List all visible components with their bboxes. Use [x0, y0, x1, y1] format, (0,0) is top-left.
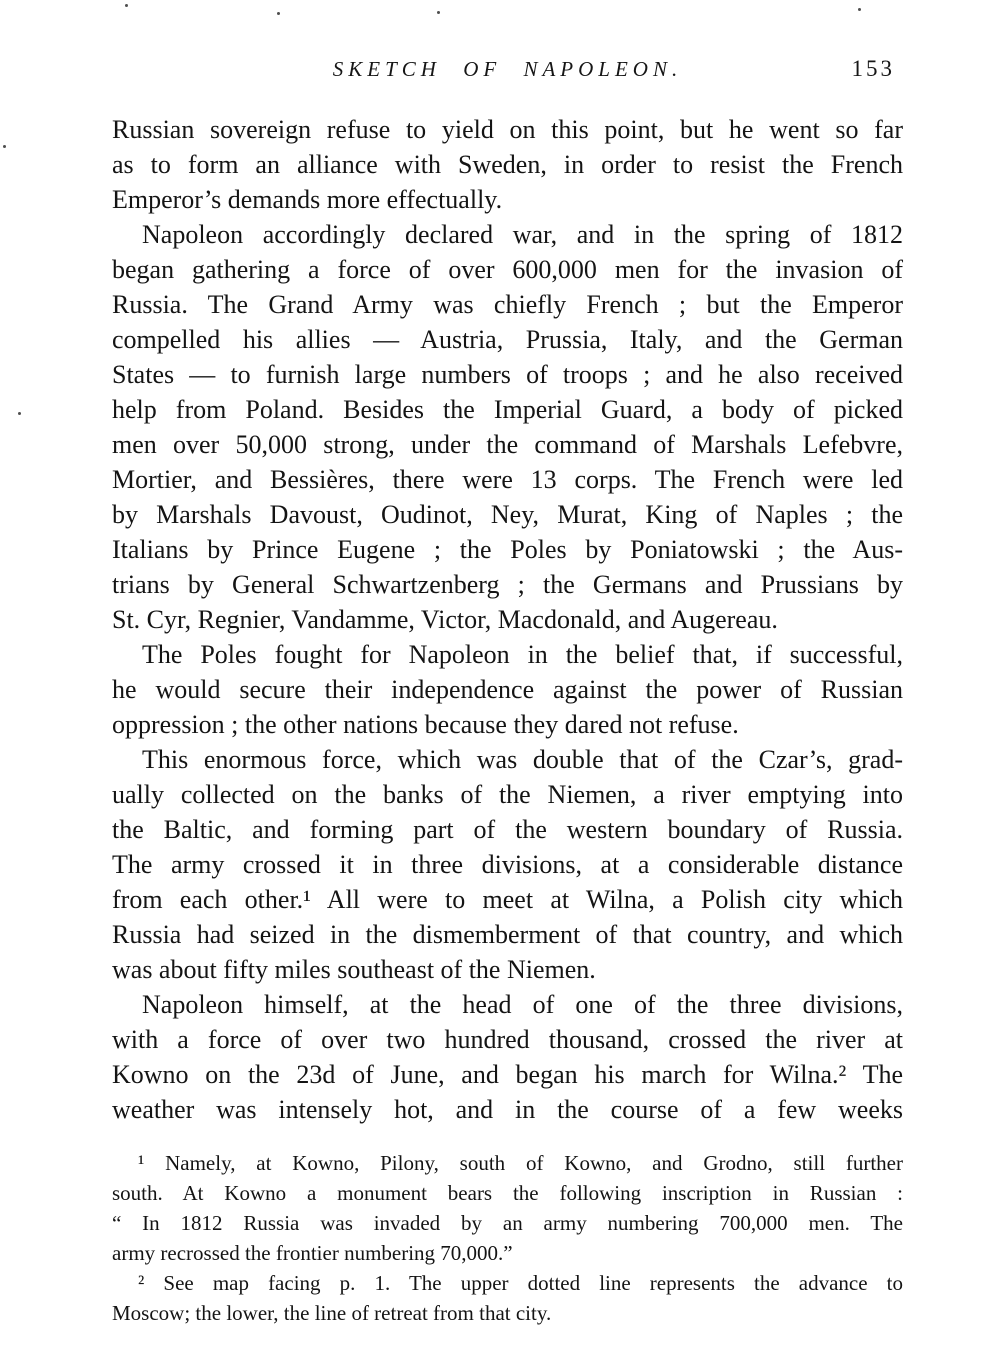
text-line: Emperor’s demands more effectually.: [112, 185, 503, 214]
page-number: 153: [851, 56, 895, 81]
text-line: Italians by Prince Eugene ; the Poles by Poniatowski ; the Aus-: [112, 535, 903, 564]
text-line: Kowno on the 23d of June, and began his march for Wilna.² The: [112, 1060, 903, 1089]
text-line: by Marshals Davoust, Oudinot, Ney, Murat, King of Naples ; the: [112, 500, 903, 529]
running-head-title: SKETCH OF NAPOLEON.: [332, 57, 683, 81]
scan-speck: [3, 145, 6, 148]
text-line: Napoleon himself, at the head of one of the three divisions,: [142, 990, 903, 1019]
text-line: Russian sovereign refuse to yield on this point, but he went so far: [112, 115, 903, 144]
text-line: This enormous force, which was double that of the Czar’s, grad-: [142, 745, 903, 774]
scan-speck: [18, 412, 21, 415]
text-line: Mortier, and Bessières, there were 13 corps. The French were led: [112, 465, 903, 494]
text-line: Russia. The Grand Army was chiefly French ; but the Emperor: [112, 290, 903, 319]
text-line: The Poles fought for Napoleon in the belief that, if successful,: [142, 640, 903, 669]
scan-speck: [125, 4, 128, 7]
footnote-line: south. At Kowno a monument bears the following inscription in Russian :: [112, 1181, 903, 1205]
text-line: with a force of over two hundred thousand, crossed the river at: [112, 1025, 903, 1054]
text-line: compelled his allies — Austria, Prussia, Italy, and the German: [112, 325, 903, 354]
text-line: as to form an alliance with Sweden, in order to resist the French: [112, 150, 903, 179]
text-line: was about fifty miles southeast of the Niemen.: [112, 955, 596, 984]
footnote-line: ¹ Namely, at Kowno, Pilony, south of Kowno, and Grodno, still further: [138, 1151, 903, 1175]
footnotes: [112, 1148, 903, 1328]
footnote-line: “ In 1812 Russia was invaded by an army numbering 700,000 men. The: [112, 1211, 903, 1235]
footnote-line: Moscow; the lower, the line of retreat from that city.: [112, 1301, 552, 1325]
scan-speck: [277, 12, 280, 15]
text-line: he would secure their independence against the power of Russian: [112, 675, 903, 704]
text-line: ually collected on the banks of the Niemen, a river emptying into: [112, 780, 903, 809]
text-line: help from Poland. Besides the Imperial Guard, a body of picked: [112, 395, 903, 424]
running-header: [112, 57, 903, 87]
footnote-line: ² See map facing p. 1. The upper dotted line represents the advance to: [138, 1271, 903, 1295]
footnote-line: army recrossed the frontier numbering 70,000.”: [112, 1241, 513, 1265]
text-line: St. Cyr, Regnier, Vandamme, Victor, Macdonald, and Augereau.: [112, 605, 778, 634]
text-line: the Baltic, and forming part of the western boundary of Russia.: [112, 815, 903, 844]
text-line: Russia had seized in the dismemberment of that country, and which: [112, 920, 903, 949]
text-line: The army crossed it in three divisions, at a considerable distance: [112, 850, 903, 879]
text-line: weather was intensely hot, and in the course of a few weeks: [112, 1095, 903, 1124]
body-text: [112, 112, 903, 1127]
text-line: States — to furnish large numbers of troops ; and he also received: [112, 360, 903, 389]
text-line: trians by General Schwartzenberg ; the Germans and Prussians by: [112, 570, 903, 599]
text-line: men over 50,000 strong, under the command of Marshals Lefebvre,: [112, 430, 903, 459]
text-line: began gathering a force of over 600,000 men for the invasion of: [112, 255, 903, 284]
scan-speck: [858, 8, 861, 11]
text-line: Napoleon accordingly declared war, and in the spring of 1812: [142, 220, 903, 249]
scan-speck: [437, 11, 440, 14]
text-line: from each other.¹ All were to meet at Wilna, a Polish city which: [112, 885, 903, 914]
text-line: oppression ; the other nations because they dared not refuse.: [112, 710, 739, 739]
